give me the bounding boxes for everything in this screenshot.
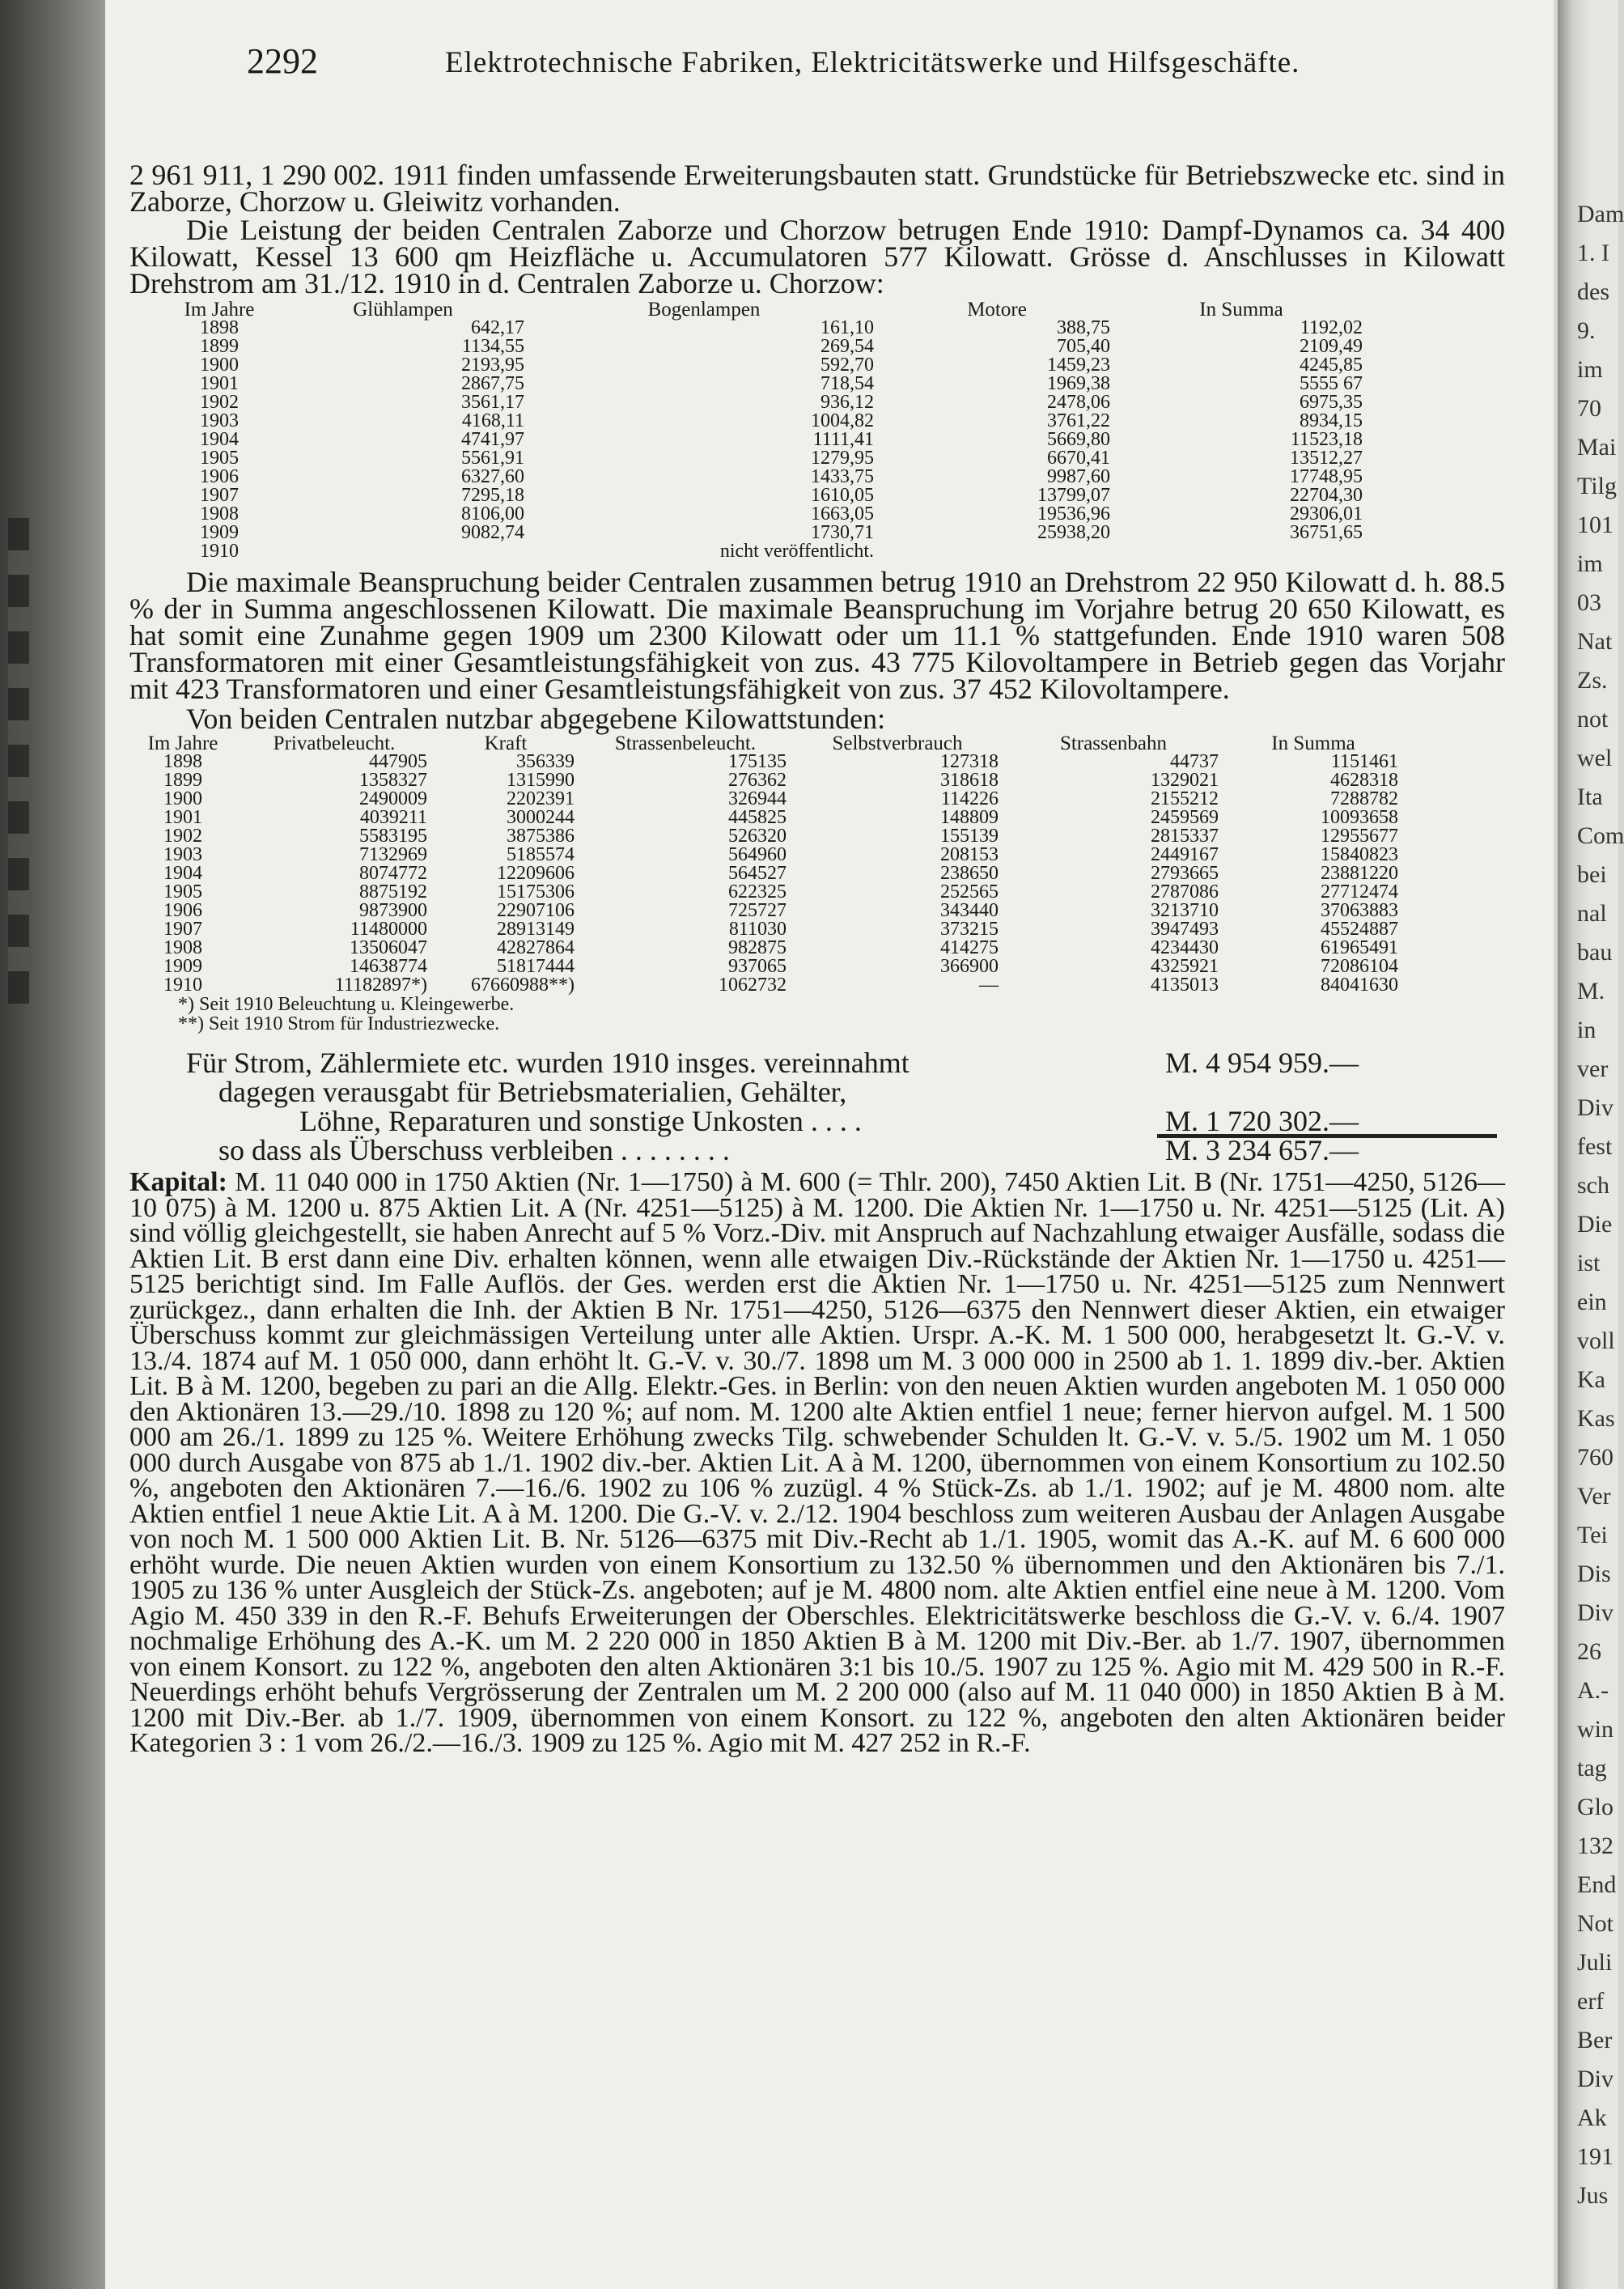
adjacent-page-fragment: Juli <box>1577 1949 1613 1976</box>
finance-row <box>129 1048 1505 1077</box>
table-cell: 982875 <box>728 937 787 958</box>
kilowatt-hours-row <box>129 976 1403 995</box>
table-cell: 61965491 <box>1321 937 1398 958</box>
table-cell: 1610,05 <box>811 485 874 506</box>
table-cell: 1004,82 <box>811 410 874 431</box>
table-cell: 25938,20 <box>1037 522 1110 543</box>
table-cell: 13799,07 <box>1037 485 1110 506</box>
table-cell: 1898 <box>163 751 202 772</box>
table2-intro <box>129 703 1505 735</box>
table-cell: 1908 <box>163 937 202 958</box>
adjacent-page-fragment: Jus <box>1577 2182 1609 2209</box>
adjacent-page-fragment: Ak <box>1577 2104 1607 2131</box>
table-cell: 5583195 <box>359 826 427 847</box>
adjacent-page-fragment: nal <box>1577 900 1607 927</box>
finance-amount: M. 4 954 959.— <box>1165 1047 1359 1079</box>
adjacent-page-fragment: voll <box>1577 1327 1615 1354</box>
running-title: Elektrotechnische Fabriken, Elektricitätswerke und Hilfsgeschäfte. <box>445 46 1300 79</box>
adjacent-page-fragment: 1. I <box>1577 240 1609 266</box>
table-cell: 1899 <box>163 770 202 791</box>
kilowatt-hours-row <box>129 771 1403 790</box>
table-cell: 3761,22 <box>1047 410 1110 431</box>
finance-row <box>129 1106 1505 1136</box>
kilowatt-hours-row <box>129 939 1403 958</box>
adjacent-page-fragment: A.- <box>1577 1677 1609 1704</box>
connection-table-row <box>162 431 1367 449</box>
table-cell <box>879 542 1115 561</box>
table-cell: 72086104 <box>1321 956 1398 977</box>
column-header: Kraft <box>484 733 528 754</box>
connection-table-row <box>162 505 1367 524</box>
table-cell: 7132969 <box>359 844 427 865</box>
table-cell: 42827864 <box>497 937 575 958</box>
table-cell: 5669,80 <box>1047 429 1110 450</box>
adjacent-page-fragment: Dis <box>1577 1561 1611 1587</box>
connection-table-row <box>162 486 1367 505</box>
table-cell: 1909 <box>200 522 239 543</box>
table-cell: 23881220 <box>1321 863 1398 884</box>
table-cell: 326944 <box>728 788 787 809</box>
column-header: Im Jahre <box>184 299 255 321</box>
table-cell: 175135 <box>728 751 787 772</box>
footnote: **) Seit 1910 Strom für Industriezwecke. <box>178 1013 500 1034</box>
table-cell: 1903 <box>163 844 202 865</box>
adjacent-page-fragment: ist <box>1577 1250 1601 1276</box>
table-cell: 7295,18 <box>461 485 524 506</box>
kilowatt-hours-row <box>129 809 1403 827</box>
table-cell: 937065 <box>728 956 787 977</box>
page-number: 2292 <box>247 41 318 81</box>
finance-label: Löhne, Reparaturen und sonstige Unkosten . . . . <box>299 1105 862 1137</box>
table-cell: 15175306 <box>497 881 575 902</box>
column-header: Privatbeleucht. <box>273 733 396 754</box>
table-cell: 388,75 <box>1057 317 1110 338</box>
table-cell: 1111,41 <box>812 429 874 450</box>
intro-paragraph <box>129 159 1505 218</box>
table-cell: 2478,06 <box>1047 392 1110 413</box>
adjacent-page-fragment: bau <box>1577 939 1613 966</box>
table-cell: 4135013 <box>1151 975 1219 996</box>
kapital-label: Kapital: <box>129 1167 227 1197</box>
table-cell: 705,40 <box>1057 336 1110 357</box>
table-cell: 238650 <box>940 863 999 884</box>
connection-table-row <box>162 375 1367 393</box>
table-cell: 2202391 <box>507 788 575 809</box>
table-cell: 356339 <box>516 751 575 772</box>
table-cell: 366900 <box>940 956 999 977</box>
connection-table-row <box>162 338 1367 356</box>
column-header: Selbstverbrauch <box>832 733 963 754</box>
adjacent-page-fragment: bei <box>1577 861 1607 888</box>
table-cell: 2459569 <box>1151 807 1219 828</box>
finance-label: so dass als Überschuss verbleiben . . . . . . . . <box>218 1134 730 1166</box>
table-cell <box>1115 542 1367 561</box>
table-cell: 1315990 <box>507 770 575 791</box>
connection-table-row <box>162 449 1367 468</box>
adjacent-page-fragment: Glo <box>1577 1794 1613 1820</box>
adjacent-page-fragment: 760 <box>1577 1444 1613 1471</box>
adjacent-page-fragment: Zs. <box>1577 667 1608 694</box>
table-cell: 9873900 <box>359 900 427 921</box>
table-cell: 29306,01 <box>1290 503 1363 524</box>
table-cell: 15840823 <box>1321 844 1398 865</box>
table-cell: 3947493 <box>1151 919 1219 940</box>
table-cell: 4325921 <box>1151 956 1219 977</box>
table-cell: 2449167 <box>1151 844 1219 865</box>
table-cell: 12209606 <box>497 863 575 884</box>
adjacent-page-fragment: Com <box>1577 822 1624 849</box>
beanspruchung-paragraph <box>129 566 1505 705</box>
table-cell: 1901 <box>200 373 239 394</box>
table-cell: 67660988**) <box>471 975 575 996</box>
leistung-paragraph <box>129 214 1505 299</box>
table-cell: 2787086 <box>1151 881 1219 902</box>
table-cell: 5555 67 <box>1300 373 1363 394</box>
table-cell: 22704,30 <box>1290 485 1363 506</box>
adjacent-page-edge <box>1558 0 1624 2289</box>
table-cell: 1902 <box>200 392 239 413</box>
table-cell: 1904 <box>200 429 239 450</box>
table-cell: 1907 <box>200 485 239 506</box>
kapital-section <box>129 1167 1506 1758</box>
kilowatt-hours-row <box>129 864 1403 883</box>
table-cell: 2155212 <box>1151 788 1219 809</box>
adjacent-page-fragment: 191 <box>1577 2143 1613 2170</box>
table-cell: 373215 <box>940 919 999 940</box>
adjacent-page-fragment: End <box>1577 1871 1617 1898</box>
adjacent-page-fragment: win <box>1577 1716 1613 1743</box>
adjacent-page-fragment: in <box>1577 1017 1596 1043</box>
connection-table-row <box>162 468 1367 486</box>
table-cell: 8074772 <box>359 863 427 884</box>
table-cell: 1904 <box>163 863 202 884</box>
adjacent-page-fragment: Tilg <box>1577 473 1617 499</box>
intro-text: 2 961 911, 1 290 002. 1911 finden umfassende Erweiterungsbauten statt. Grundstücke für Betriebszwecke etc. sind in Zaborze, Chorzow u. Gleiwitz vorhanden. <box>129 159 1505 218</box>
table-cell: 22907106 <box>497 900 575 921</box>
table-cell: 1134,55 <box>461 336 524 357</box>
table-cell: 155139 <box>940 826 999 847</box>
connection-table-row <box>162 356 1367 375</box>
table-cell: nicht veröffentlicht. <box>719 541 874 562</box>
adjacent-page-fragment: Kas <box>1577 1405 1615 1432</box>
adjacent-page-fragment: sch <box>1577 1172 1609 1199</box>
footnote: *) Seit 1910 Beleuchtung u. Kleingewerbe. <box>178 994 515 1015</box>
connection-table-row <box>162 393 1367 412</box>
table-cell: 1906 <box>163 900 202 921</box>
table-cell: 11480000 <box>350 919 427 940</box>
adjacent-page-fragment: Ka <box>1577 1366 1605 1393</box>
table-cell: 4628318 <box>1330 770 1398 791</box>
table-cell: 4039211 <box>359 807 427 828</box>
adjacent-page-fragment: 9. <box>1577 317 1596 344</box>
table-cell: 1901 <box>163 807 202 828</box>
adjacent-page-fragment: ver <box>1577 1055 1609 1082</box>
table-cell: 1730,71 <box>811 522 874 543</box>
adjacent-page-fragment: des <box>1577 278 1609 305</box>
table-cell: 269,54 <box>820 336 874 357</box>
adjacent-page-fragment: im <box>1577 550 1603 577</box>
table-cell: 5185574 <box>507 844 575 865</box>
adjacent-page-fragment: Ver <box>1577 1483 1611 1510</box>
adjacent-page-fragment: 03 <box>1577 589 1601 616</box>
table-cell: 1969,38 <box>1047 373 1110 394</box>
table-cell: 642,17 <box>471 317 524 338</box>
table-cell: 1899 <box>200 336 239 357</box>
page-header <box>129 40 1505 89</box>
table-cell: 1898 <box>200 317 239 338</box>
table-cell: 4245,85 <box>1300 355 1363 376</box>
page-content <box>129 40 1505 1756</box>
table-cell: 2109,49 <box>1300 336 1363 357</box>
adjacent-page-fragment: Nat <box>1577 628 1613 655</box>
table-cell: 14638774 <box>350 956 427 977</box>
adjacent-page-fragment: 132 <box>1577 1832 1613 1859</box>
kilowatt-hours-table <box>129 734 1403 995</box>
table-cell: 1905 <box>163 881 202 902</box>
table2-intro-text: Von beiden Centralen nutzbar abgegebene Kilowattstunden: <box>186 703 886 735</box>
table-cell: 1459,23 <box>1047 355 1110 376</box>
table-cell: 5561,91 <box>461 448 524 469</box>
table-cell: 1906 <box>200 466 239 487</box>
table-cell: 1900 <box>163 788 202 809</box>
table-cell: 1907 <box>163 919 202 940</box>
connection-table-row <box>162 412 1367 431</box>
table-cell: 19536,96 <box>1037 503 1110 524</box>
table-cell: 12955677 <box>1321 826 1398 847</box>
table-cell: 10093658 <box>1321 807 1398 828</box>
connection-table-header <box>162 300 1367 319</box>
kilowatt-hours-row <box>129 902 1403 920</box>
adjacent-page-fragment: Div <box>1577 1094 1613 1121</box>
column-header: Im Jahre <box>147 733 218 754</box>
adjacent-page-fragment: 70 <box>1577 395 1601 422</box>
table-cell: 6975,35 <box>1300 392 1363 413</box>
adjacent-page-fragment: erf <box>1577 1988 1605 2015</box>
kilowatt-hours-row <box>129 920 1403 939</box>
table-cell: 114226 <box>940 788 999 809</box>
finance-amount: M. 3 234 657.— <box>1165 1134 1359 1166</box>
table-cell: 8106,00 <box>461 503 524 524</box>
sum-rule <box>1157 1134 1497 1136</box>
table-cell: 1902 <box>163 826 202 847</box>
table-cell: 3875386 <box>507 826 575 847</box>
adjacent-page-fragment: im <box>1577 356 1603 383</box>
table-cell: 11523,18 <box>1290 429 1363 450</box>
table-cell: 3561,17 <box>461 392 524 413</box>
table-cell: 13506047 <box>350 937 427 958</box>
table-cell: 37063883 <box>1321 900 1398 921</box>
beanspruchung-text: Die maximale Beanspruchung beider Centralen zusammen betrug 1910 an Drehstrom 22 950 Kilowatt d. h. 88.5 % der in Summa angeschlossenen Kilowatt. Die maximale Beanspruchung im Vorjahre betrug 20 650 Kilowatt, es hat somit eine Zunahme gegen 1909 um 2300 Kilowatt oder um 11.1 % stattgefunden. Ende 1910 waren 508 Transformatoren mit einer Gesamtleistungsfähigkeit von zus. 43 775 Kilovoltampere in Betrieb gegen das Vorjahr mit 423 Transformatoren und einer Gesamtleistungsfähigkeit von zus. 37 452 Kilovoltampere. <box>129 566 1505 705</box>
table-cell: 811030 <box>728 919 787 940</box>
table-cell: 447905 <box>369 751 427 772</box>
kapital-text: M. 11 040 000 in 1750 Aktien (Nr. 1—1750) à M. 600 (= Thlr. 200), 7450 Aktien Lit. B (Nr. 1751—4250, 5126—10 075) à M. 1200 u. 875 Aktien Lit. A (Nr. 4251—5125) à M. 1200. Die Aktien Nr. 1—1750 u. Nr. 4251—5125 (Lit. A) sind völlig gleichgestellt, sie haben Anrecht auf 5 % Vorz.-Div. mit Anspruch auf Nachzahlung etwaiger Ausfälle, sodass die Aktien Lit. B erst dann eine Div. erhalten können, wenn alle etwaigen Div.-Rückstände der Aktien Nr. 1—1750 u. 4251—5125 berichtigt sind. Im Falle Auflös. der Ges. werden erst die Aktien Nr. 1—1750 u. Nr. 4251—5125 zum Nennwert zurückgez., dann erhalten die Inh. der Aktien B Nr. 1751—4250, 5126—6375 den Nennwert dieser Aktien, ein etwaiger Überschuss kommt zur gleichmässigen Verteilung unter alle Aktien. Urspr. A.-K. M. 1 500 000, herabgesetzt lt. G.-V. v. 13./4. 1874 auf M. 1 050 000, dann erhöht lt. G.-V. v. 30./7. 1898 um M. 3 000 000 in 2500 ab 1. 1. 1899 div.-ber. Aktien Lit. B à M. 1200, begeben zu pari an die Allg. Elektr.-Ges. in Berlin: von den neuen Aktien wurden angeboten M. 1 050 000 den Aktionären 13.—29./10. 1898 zu 120 %; auf nom. M. 1200 alte Aktien entfiel 1 neue; ferner hiervon aufgel. M. 1 500 000 am 26./1. 1899 zu 125 %. Weitere Erhöhung zwecks Tilg. schwebender Schulden lt. G.-V. v. 5./5. 1902 um M. 1 050 000 durch Ausgabe von 875 ab 1./1. 1902 div.-ber. Aktien Lit. A à M. 1200, übernommen von einem Konsortium zu 102.50 %, angeboten den Aktionären 7.—16./6. 1902 zu 106 % zuzügl. 4 % Stück-Zs. ab 1./1. 1902; auf je M. 4800 nom. alte Aktien entfiel 1 neue Aktie Lit. A à M. 1200. Die G.-V. v. 2./12. 1904 beschloss zum weiteren Ausbau der Anlagen Ausgabe von noch M. 1 500 000 Aktien Lit. B. Nr. 5126—6375 mit Div.-Recht ab 1./1. 1905, womit das A.-K. auf M. 6 600 000 erhöht wurde. Die neuen Aktien wurden von einem Konsortium zu 132.50 % übernommen und den Aktionären bis 7./1. 1905 zu 136 % unter Ausgleich der Stück-Zs. angeboten; auf je M. 4800 nom. alte Aktien entfiel eine neue à M. 1200. Vom Agio M. 450 339 in den R.-F. Behufs Erweiterungen der Oberschles. Elektricitätswerke beschloss die G.-V. v. 6./4. 1907 nochmalige Erhöhung des A.-K. um M. 2 220 000 in 1850 Aktien B à M. 1200 mit Div.-Ber. ab 1./7. 1907, übernommen von einem Konsort. zu 122 %, angeboten den alten Aktionären 3:1 bis 10./5. 1907 zu 125 %. Agio mit M. 429 500 in R.-F. Neuerdings erhöht behufs Vergrösserung der Zentralen um M. 2 200 000 (also auf M. 11 040 000) in 1850 Aktien B à M. 1200 mit Div.-Ber. ab 1./7. 1909, übernommen von einem Konsort. zu 122 %, angeboten den alten Aktionären beider Kategorien 3 : 1 vom 26./2.—16./3. 1909 zu 125 %. Agio mit M. 427 252 in R.-F. <box>129 1167 1506 1758</box>
adjacent-page-fragment: Ber <box>1577 2027 1613 2053</box>
table-cell: 8934,15 <box>1300 410 1363 431</box>
table-cell: 725727 <box>728 900 787 921</box>
table-cell: 1151461 <box>1330 751 1398 772</box>
table-cell: 564527 <box>728 863 787 884</box>
table-cell: 6327,60 <box>461 466 524 487</box>
table-cell: 2793665 <box>1151 863 1219 884</box>
table-cell: 36751,65 <box>1290 522 1363 543</box>
table-cell: 44737 <box>1170 751 1219 772</box>
column-header: Motore <box>967 299 1027 321</box>
table-cell: 4741,97 <box>461 429 524 450</box>
adjacent-page-fragment: wel <box>1577 745 1613 771</box>
adjacent-page-fragment: Tei <box>1577 1522 1608 1548</box>
table-cell: 2490009 <box>359 788 427 809</box>
table-cell: 127318 <box>940 751 999 772</box>
finance-row <box>129 1136 1505 1165</box>
adjacent-page-fragment: fest <box>1577 1133 1613 1160</box>
finance-label: Für Strom, Zählermiete etc. wurden 1910 insges. vereinnahmt <box>186 1047 910 1079</box>
table-cell: 3213710 <box>1151 900 1219 921</box>
column-header: Strassenbeleucht. <box>614 733 757 754</box>
kilowatt-hours-row <box>129 958 1403 976</box>
column-header: Glühlampen <box>353 299 453 321</box>
kilowatt-hours-table-header <box>129 734 1403 753</box>
column-header: Bogenlampen <box>647 299 761 321</box>
table-cell: 208153 <box>940 844 999 865</box>
table-cell: 27712474 <box>1321 881 1398 902</box>
table-cell: 4234430 <box>1151 937 1219 958</box>
table-cell: 2867,75 <box>461 373 524 394</box>
table-cell: 1909 <box>163 956 202 977</box>
table-cell: 1062732 <box>719 975 787 996</box>
finance-amount: M. 1 720 302.— <box>1165 1105 1359 1137</box>
adjacent-page-fragment: Div <box>1577 2066 1613 2092</box>
table-cell: 1908 <box>200 503 239 524</box>
table-cell: 9082,74 <box>461 522 524 543</box>
table-cell: 51817444 <box>497 956 575 977</box>
table-cell: 148809 <box>940 807 999 828</box>
adjacent-page-fragment: Not <box>1577 1910 1613 1937</box>
adjacent-page-fragment: Ita <box>1577 784 1603 810</box>
kilowatt-hours-row <box>129 827 1403 846</box>
adjacent-page-fragment: 101 <box>1577 512 1613 538</box>
table-cell: 252565 <box>940 881 999 902</box>
table-cell: 3000244 <box>507 807 575 828</box>
adjacent-page-fragment: Div <box>1577 1599 1613 1626</box>
table-cell: 343440 <box>940 900 999 921</box>
table-cell: — <box>979 975 999 996</box>
table-cell: 2193,95 <box>461 355 524 376</box>
adjacent-page-fragment: tag <box>1577 1755 1607 1782</box>
table-cell: 1192,02 <box>1300 317 1363 338</box>
leistung-text: Die Leistung der beiden Centralen Zaborze und Chorzow betrugen Ende 1910: Dampf-Dynamos ca. 34 400 Kilowatt, Kessel 13 600 qm Heizfläche u. Accumulatoren 577 Kilowatt. Grösse d. Anschlusses in Kilowatt Drehstrom am 31./12. 1910 in d. Centralen Zaborze u. Chorzow: <box>129 214 1505 299</box>
table-cell: 7288782 <box>1330 788 1398 809</box>
kilowatt-hours-row <box>129 883 1403 902</box>
adjacent-page-fragment: Mai <box>1577 434 1617 461</box>
table-cell: 1329021 <box>1151 770 1219 791</box>
table-cell: 1903 <box>200 410 239 431</box>
adjacent-page-fragment: not <box>1577 706 1609 733</box>
table-cell: 6670,41 <box>1047 448 1110 469</box>
column-header: In Summa <box>1199 299 1283 321</box>
table-cell: 11182897*) <box>334 975 427 996</box>
adjacent-page-fragment: Die <box>1577 1211 1613 1238</box>
table-cell: 936,12 <box>820 392 874 413</box>
table-cell: 1910 <box>163 975 202 996</box>
book-binding <box>0 0 105 2289</box>
column-header: In Summa <box>1271 733 1355 754</box>
table-cell: 276362 <box>728 770 787 791</box>
table-cell: 414275 <box>940 937 999 958</box>
adjacent-page-fragment: Dam <box>1577 201 1624 227</box>
kilowatt-hours-row <box>129 753 1403 771</box>
kilowatt-hours-row <box>129 846 1403 864</box>
table-cell: 445825 <box>728 807 787 828</box>
table-cell: 592,70 <box>820 355 874 376</box>
column-header: Strassenbahn <box>1060 733 1167 754</box>
connection-table <box>162 300 1367 561</box>
table-cell: 4168,11 <box>461 410 524 431</box>
table-cell: 161,10 <box>820 317 874 338</box>
connection-table-row <box>162 524 1367 542</box>
table-cell: 2815337 <box>1151 826 1219 847</box>
finance-label: dagegen verausgabt für Betriebsmaterialien, Gehälter, <box>218 1076 847 1108</box>
table-cell: 1900 <box>200 355 239 376</box>
table-cell: 8875192 <box>359 881 427 902</box>
table-cell: 17748,95 <box>1290 466 1363 487</box>
table-cell: 84041630 <box>1321 975 1398 996</box>
table-cell: 718,54 <box>820 373 874 394</box>
connection-table-row <box>162 319 1367 338</box>
table-cell: 1663,05 <box>811 503 874 524</box>
table-cell: 564960 <box>728 844 787 865</box>
finance-summary <box>129 1048 1505 1165</box>
finance-row <box>129 1077 1505 1106</box>
table-cell: 1279,95 <box>811 448 874 469</box>
adjacent-page-fragment: ein <box>1577 1289 1607 1315</box>
table-cell: 318618 <box>940 770 999 791</box>
table-cell <box>277 542 529 561</box>
table-cell: 1433,75 <box>811 466 874 487</box>
table-cell: 1910 <box>200 541 239 562</box>
table-footnotes <box>178 995 1505 1034</box>
kilowatt-hours-row <box>129 790 1403 809</box>
table-cell: 526320 <box>728 826 787 847</box>
table-cell: 28913149 <box>497 919 575 940</box>
table-cell: 1905 <box>200 448 239 469</box>
table-cell: 45524887 <box>1321 919 1398 940</box>
adjacent-page-fragment: M. <box>1577 978 1605 1004</box>
table-cell: 13512,27 <box>1290 448 1363 469</box>
table-cell: 9987,60 <box>1047 466 1110 487</box>
table-cell: 622325 <box>728 881 787 902</box>
connection-table-row <box>162 542 1367 561</box>
adjacent-page-fragment: 26 <box>1577 1638 1601 1665</box>
table-cell: 1358327 <box>359 770 427 791</box>
